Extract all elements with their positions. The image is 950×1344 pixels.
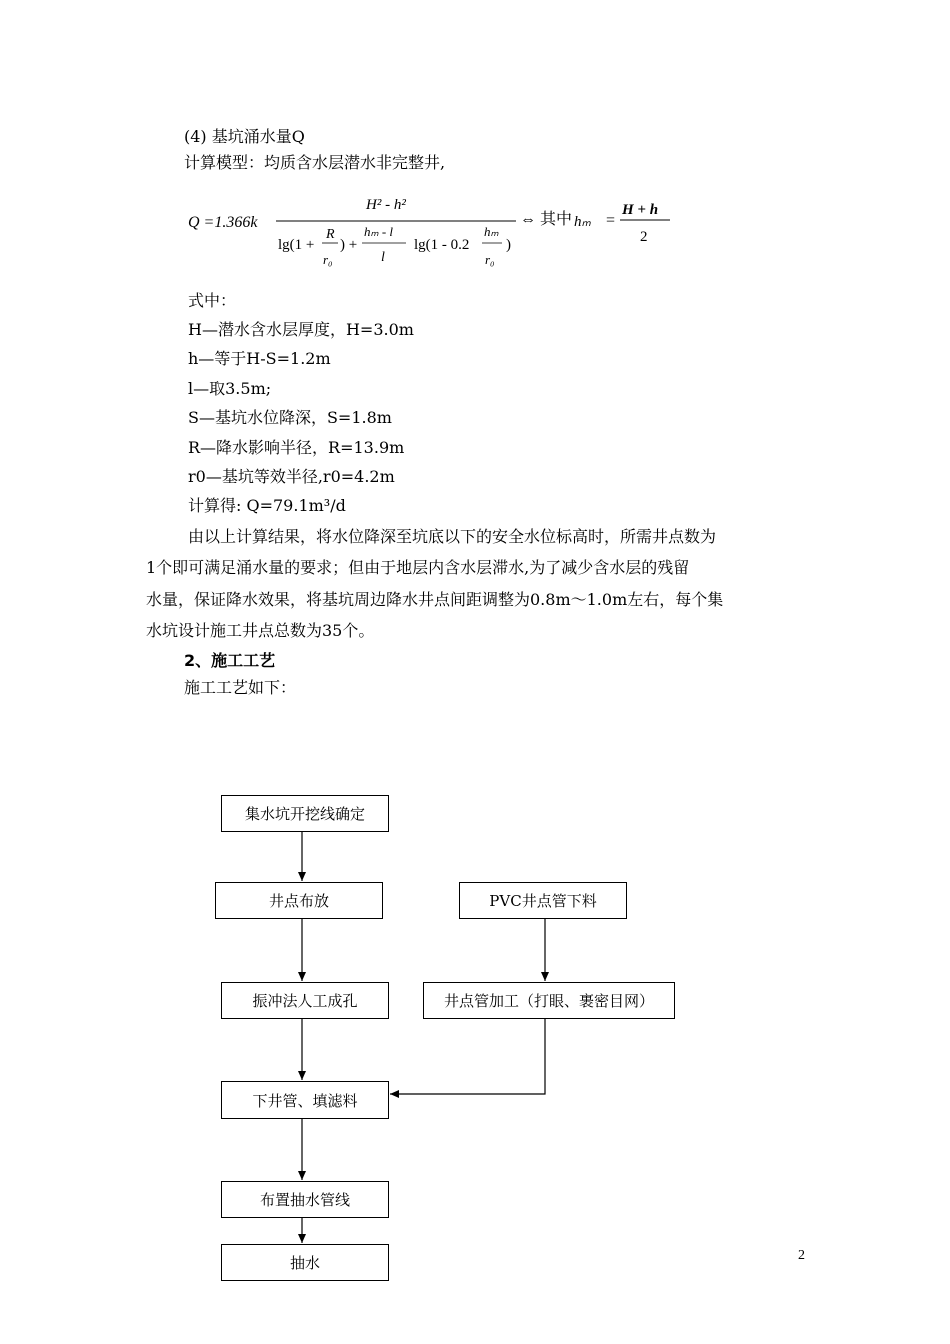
section-heading: (4) 基坑涌水量Q (184, 127, 305, 146)
formula-den-r0-2: r₀ (485, 252, 495, 267)
formula-hm-num: H + h (622, 202, 659, 218)
formula-hm-label: hₘ (574, 214, 591, 230)
formula-equals: = (606, 212, 616, 229)
formula-lhs: Q =1.366k (188, 214, 258, 231)
flow-box-pvc-cutting: PVC井点管下料 (459, 882, 627, 919)
flow-box-pumping-pipes: 布置抽水管线 (221, 1181, 389, 1218)
formula-equiv: ⇔ 其中 (520, 211, 573, 228)
paragraph-line-2: 1个即可满足涌水量的要求；但由于地层内含水层滞水,为了减少含水层的残留 (146, 558, 690, 577)
flow-box-pipe-processing: 井点管加工（打眼、裹密目网） (423, 982, 675, 1019)
formula-den-hm: hₘ (484, 224, 499, 239)
section-2-intro: 施工工艺如下： (184, 678, 297, 697)
formula-den-hm-minus-l: hₘ - l (364, 224, 394, 239)
page-number: 2 (798, 1248, 805, 1263)
arrow-5-6 (390, 1019, 545, 1094)
formula-den-l: l (381, 250, 385, 265)
paragraph-line-4: 水坑设计施工井点总数为35个。 (146, 621, 375, 640)
formula-den-lg2: lg(1 - 0.2 (414, 237, 470, 253)
flow-box-pipe-filter: 下井管、填滤料 (221, 1081, 389, 1119)
param-l: l—取3.5m; (188, 379, 272, 398)
flow-box-well-layout: 井点布放 (215, 882, 383, 919)
param-r0: r0—基坑等效半径,r0=4.2m (188, 467, 395, 486)
paragraph-line-1: 由以上计算结果，将水位降深至坑底以下的安全水位标高时，所需井点数为 (188, 527, 717, 546)
params-intro: 式中： (188, 291, 237, 310)
formula-den-close: ) (506, 237, 511, 253)
param-R: R—降水影响半径，R=13.9m (188, 438, 405, 457)
section-2-heading: 2、施工工艺 (184, 651, 276, 670)
formula-den-lg1: lg(1 + (278, 237, 315, 253)
param-H: H—潜水含水层厚度，H=3.0m (188, 320, 414, 339)
formula-den-close-plus: ) + (340, 237, 358, 253)
formula-den-R: R (326, 227, 335, 242)
formula-numerator: H² - h² (366, 197, 406, 213)
formula-den-r0: r₀ (323, 252, 333, 267)
flow-box-pumping: 抽水 (221, 1244, 389, 1281)
model-description: 计算模型：均质含水层潜水非完整井, (184, 153, 446, 172)
flow-box-excavation-line: 集水坑开挖线确定 (221, 795, 389, 832)
flow-box-vibro-drilling: 振冲法人工成孔 (221, 982, 389, 1019)
paragraph-line-3: 水量，保证降水效果，将基坑周边降水井点间距调整为0.8m～1.0m左右，每个集 (146, 590, 724, 609)
formula-hm-den: 2 (640, 229, 648, 245)
param-S: S—基坑水位降深，S=1.8m (188, 408, 392, 427)
calc-result: 计算得: Q=79.1m³/d (188, 496, 346, 515)
param-h: h—等于H-S=1.2m (188, 349, 331, 368)
